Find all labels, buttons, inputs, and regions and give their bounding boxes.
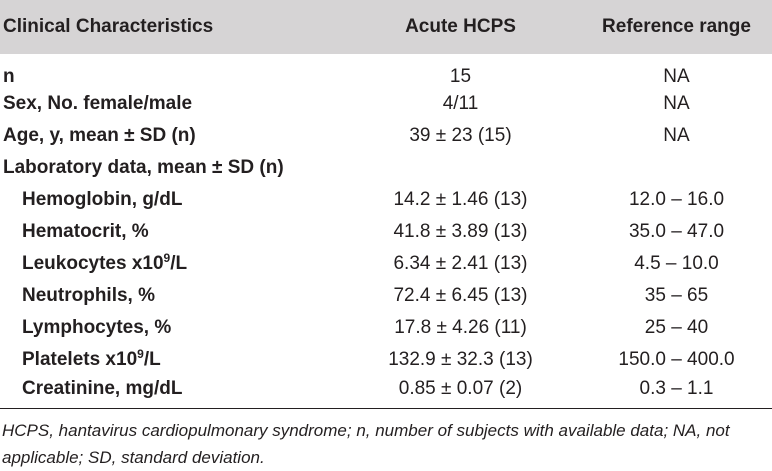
reference-range-value: 150.0 – 400.0 [618, 349, 735, 370]
table-body [0, 54, 772, 408]
reference-range-value: 35.0 – 47.0 [628, 221, 725, 242]
acute-hcps-value: 15 [449, 66, 472, 87]
row-label [0, 344, 340, 376]
table-row [0, 216, 772, 248]
row-label-text: Hemoglobin, g/dL [22, 189, 183, 210]
table-row [0, 54, 772, 88]
row-label-text: Hematocrit, % [22, 221, 149, 242]
acute-hcps-value: 14.2 ± 1.46 (13) [393, 189, 528, 210]
row-label [0, 376, 340, 408]
row-label [0, 54, 340, 88]
row-label-text: Creatinine, mg/dL [22, 377, 183, 399]
row-label [0, 88, 340, 120]
table-row [0, 184, 772, 216]
row-label-text: Platelets x10 [22, 349, 138, 370]
table-row [0, 152, 772, 184]
table-row [0, 248, 772, 280]
row-label [0, 120, 340, 152]
row-label-text: Sex, No. female/male [3, 93, 193, 114]
row-label-text: Laboratory data, mean ± SD (n) [3, 157, 284, 178]
row-label-suffix: /L [143, 349, 161, 370]
acute-hcps-value: 4/11 [442, 93, 479, 114]
table-header [0, 0, 772, 54]
header-clinical-characteristics: Clinical Characteristics [3, 16, 214, 37]
reference-range-value [581, 152, 772, 184]
reference-range-value: 12.0 – 16.0 [628, 189, 725, 210]
row-label-superscript: 9 [137, 347, 144, 361]
header-acute-hcps: Acute HCPS [405, 16, 516, 37]
acute-hcps-value: 6.34 ± 2.41 (13) [393, 253, 528, 274]
row-label [0, 312, 340, 344]
reference-range-value: 0.3 – 1.1 [581, 376, 772, 408]
row-label-text: Lymphocytes, % [22, 317, 172, 338]
table-row [0, 376, 772, 408]
row-label [0, 152, 340, 184]
reference-range-value: NA [663, 66, 690, 87]
acute-hcps-value: 132.9 ± 32.3 (13) [388, 349, 533, 370]
row-label-text: Neutrophils, % [22, 285, 156, 306]
row-label-superscript: 9 [163, 251, 171, 265]
acute-hcps-value [340, 152, 581, 184]
reference-range-value: 35 – 65 [644, 285, 709, 306]
row-label [0, 184, 340, 216]
reference-range-value: NA [663, 125, 690, 146]
row-label [0, 280, 340, 312]
row-label-suffix: /L [170, 253, 188, 274]
row-label-text: Leukocytes x10 [22, 253, 164, 274]
reference-range-value: NA [663, 93, 690, 114]
row-label-text: n [3, 66, 15, 87]
table-row [0, 344, 772, 376]
row-label-text: Age, y, mean ± SD (n) [3, 125, 196, 146]
header-reference-range: Reference range [602, 16, 751, 37]
row-label [0, 248, 340, 280]
acute-hcps-value: 41.8 ± 3.89 (13) [393, 221, 528, 242]
acute-hcps-value: 17.8 ± 4.26 (11) [394, 317, 527, 338]
reference-range-value: 4.5 – 10.0 [634, 253, 719, 274]
table-row [0, 280, 772, 312]
acute-hcps-value: 0.85 ± 0.07 (2) [340, 376, 581, 408]
table-row [0, 120, 772, 152]
row-label [0, 216, 340, 248]
acute-hcps-value: 72.4 ± 6.45 (13) [393, 285, 528, 306]
reference-range-value: 25 – 40 [644, 317, 709, 338]
table-row [0, 312, 772, 344]
table-row [0, 88, 772, 120]
acute-hcps-value: 39 ± 23 (15) [409, 125, 512, 146]
table-footnote: HCPS, hantavirus cardiopulmonary syndrome; n, number of subjects with available data; NA, not applicable; SD, standard deviation. [2, 420, 730, 467]
header-row [0, 0, 772, 54]
